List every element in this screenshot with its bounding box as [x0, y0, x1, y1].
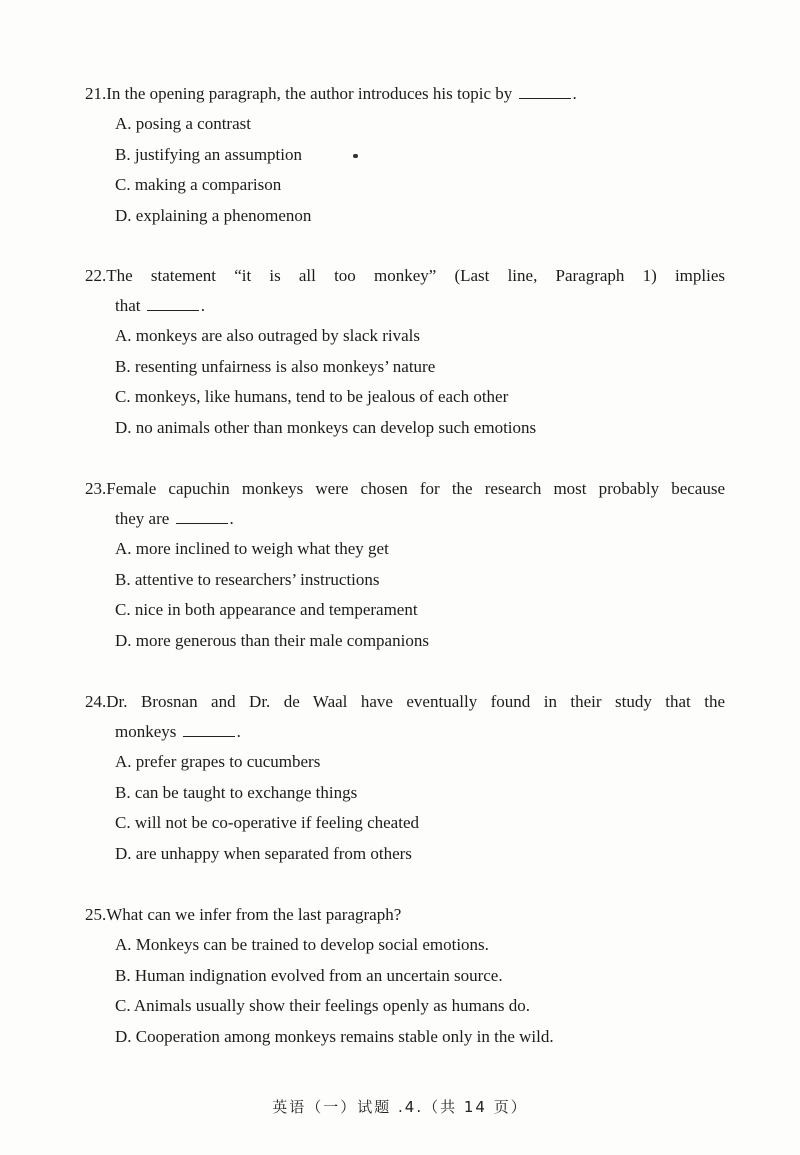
option-a: A. prefer grapes to cucumbers [115, 752, 321, 771]
answer-blank [176, 509, 228, 524]
question-number: 25. [85, 905, 107, 924]
option-a: A. Monkeys can be trained to develop social emotions. [115, 935, 489, 954]
question-stem: Female capuchin monkeys were chosen for the research most probably because [106, 479, 725, 498]
option-a: A. monkeys are also outraged by slack rivals [115, 326, 420, 345]
option-b: B. resenting unfairness is also monkeys’ nature [115, 356, 436, 376]
question-stem-cont: that [115, 296, 141, 315]
answer-blank [519, 84, 571, 99]
answer-blank [147, 296, 199, 311]
question-stem-cont: monkeys [115, 722, 177, 741]
answer-blank [183, 722, 235, 737]
option-b: B. can be taught to exchange things [115, 782, 358, 802]
option-a: A. posing a contrast [115, 114, 251, 133]
option-d: D. explaining a phenomenon [115, 205, 312, 225]
question-number: 24. [85, 692, 107, 711]
option-a: A. more inclined to weigh what they get [115, 539, 389, 558]
question-stem: What can we infer from the last paragraph? [106, 905, 402, 924]
option-c: C. Animals usually show their feelings openly as humans do. [115, 996, 531, 1015]
question-number: 23. [85, 479, 107, 498]
question-24: 24.Dr. Brosnan and Dr. de Waal have eventually found in their study that the monkeys . A. prefer grapes to cucumbers B. can be taught to exchange things C. will not be co-operative if feeling cheated D. are unhappy when separated from others [85, 687, 725, 869]
question-stem: Dr. Brosnan and Dr. de Waal have eventually found in their study that the [106, 692, 725, 711]
option-b: B. attentive to researchers’ instructions [115, 569, 380, 589]
question-stem: The statement “it is all too monkey” (Last line, Paragraph 1) implies [106, 266, 725, 285]
option-d: D. more generous than their male companions [115, 630, 429, 650]
question-number: 22. [85, 266, 107, 285]
option-b: B. Human indignation evolved from an uncertain source. [115, 965, 503, 985]
scan-speck [353, 154, 358, 158]
option-d: D. are unhappy when separated from others [115, 843, 412, 863]
option-c: C. monkeys, like humans, tend to be jealous of each other [115, 387, 509, 406]
question-21: 21.In the opening paragraph, the author introduces his topic by . A. posing a contrast B. justifying an assumption C. making a comparison D. explaining a phenomenon [85, 79, 725, 231]
question-stem-cont: they are [115, 509, 170, 528]
question-22: 22.The statement “it is all too monkey” (Last line, Paragraph 1) implies that . A. monkeys are also outraged by slack rivals B. resenting unfairness is also monkeys’ nature C. monkeys, like humans, tend to be jealous of each other D. no animals other than monkeys can develop such emotions [85, 261, 725, 443]
option-c: C. nice in both appearance and temperament [115, 600, 418, 619]
option-d: D. Cooperation among monkeys remains stable only in the wild. [115, 1026, 554, 1046]
page-footer: 英语（一）试题 .4.（共 14 页） [272, 1098, 528, 1116]
question-number: 21. [85, 84, 107, 103]
question-stem: In the opening paragraph, the author introduces his topic by [106, 84, 513, 103]
option-c: C. will not be co-operative if feeling cheated [115, 813, 419, 832]
option-c: C. making a comparison [115, 175, 282, 194]
question-23: 23.Female capuchin monkeys were chosen for the research most probably because they are . A. more inclined to weigh what they get B. attentive to researchers’ instructions C. nice in both appearance and temperament D. more generous than their male companions [85, 474, 725, 656]
option-d: D. no animals other than monkeys can develop such emotions [115, 417, 537, 437]
question-25 [85, 900, 725, 1052]
option-b: B. justifying an assumption [115, 144, 302, 164]
